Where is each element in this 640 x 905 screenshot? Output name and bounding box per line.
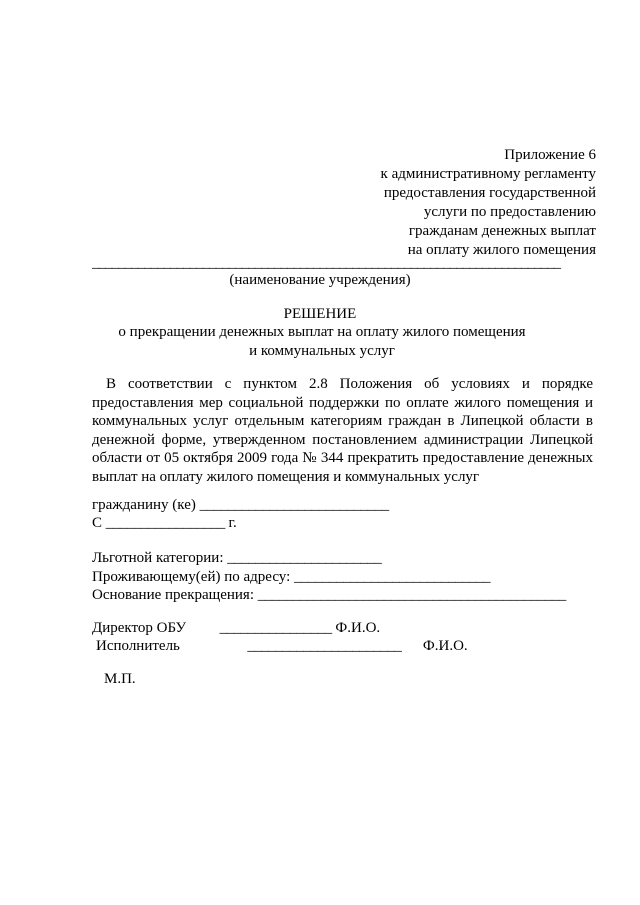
appendix-line: услуги по предоставлению — [423, 204, 596, 220]
citizen-label: гражданину (ке) — [92, 497, 196, 513]
organization-blank-line: ________________________________________________________________________ — [92, 255, 560, 271]
appendix-line: Приложение 6 — [504, 147, 596, 163]
from-date-label: С — [92, 515, 103, 531]
citizen-field — [92, 496, 389, 514]
decision-body — [92, 375, 593, 486]
appendix-line: предоставления государственной — [383, 185, 596, 201]
address-label: Проживающему(ей) по адресу: — [92, 569, 291, 585]
executor-name: Ф.И.О. — [422, 638, 468, 654]
from-date-field — [92, 514, 237, 532]
reason-blank: ____________________________________________ — [257, 587, 566, 603]
appendix-block — [296, 146, 596, 260]
document-title: РЕШЕНИЕ — [283, 306, 357, 322]
reason-field — [92, 586, 566, 604]
organization-caption: (наименование учреждения) — [229, 272, 411, 288]
director-name: Ф.И.О. — [335, 620, 381, 636]
from-date-suffix: г. — [228, 515, 237, 531]
executor-signature-row — [96, 637, 468, 655]
appendix-line: на оплату жилого помещения — [407, 242, 596, 258]
reason-label: Основание прекращения: — [92, 587, 254, 603]
from-date-blank: _________________ — [105, 515, 225, 531]
address-blank: ____________________________ — [294, 569, 491, 585]
category-field — [92, 549, 381, 567]
document-subtitle: о прекращении денежных выплат на оплату жилого помещения и коммунальных услуг — [118, 324, 526, 359]
director-signature-row — [92, 619, 380, 637]
category-label: Льготной категории: — [92, 550, 224, 566]
director-label: Директор ОБУ — [92, 620, 187, 636]
address-field — [92, 568, 490, 586]
appendix-line: гражданам денежных выплат — [408, 223, 596, 239]
director-blank: ________________ — [219, 620, 332, 636]
appendix-line: к административному регламенту — [380, 166, 596, 182]
executor-blank: ______________________ — [247, 638, 402, 654]
executor-label: Исполнитель — [96, 638, 180, 654]
category-blank: ______________________ — [227, 550, 382, 566]
stamp-place: М.П. — [104, 671, 136, 687]
citizen-blank: ___________________________ — [199, 497, 389, 513]
decision-paragraph: В соответствии с пунктом 2.8 Положения об условиях и порядке предоставления мер социальной поддержки по оплате жилого помещения и коммунальных услуг отдельным категориям граждан в Липецкой области в денежной форме, утвержденном постановлением администрации Липецкой области от 05 октября 2009 года № 344 прекратить предоставление денежных выплат на оплату жилого помещения и коммунальных услуг — [92, 376, 593, 485]
